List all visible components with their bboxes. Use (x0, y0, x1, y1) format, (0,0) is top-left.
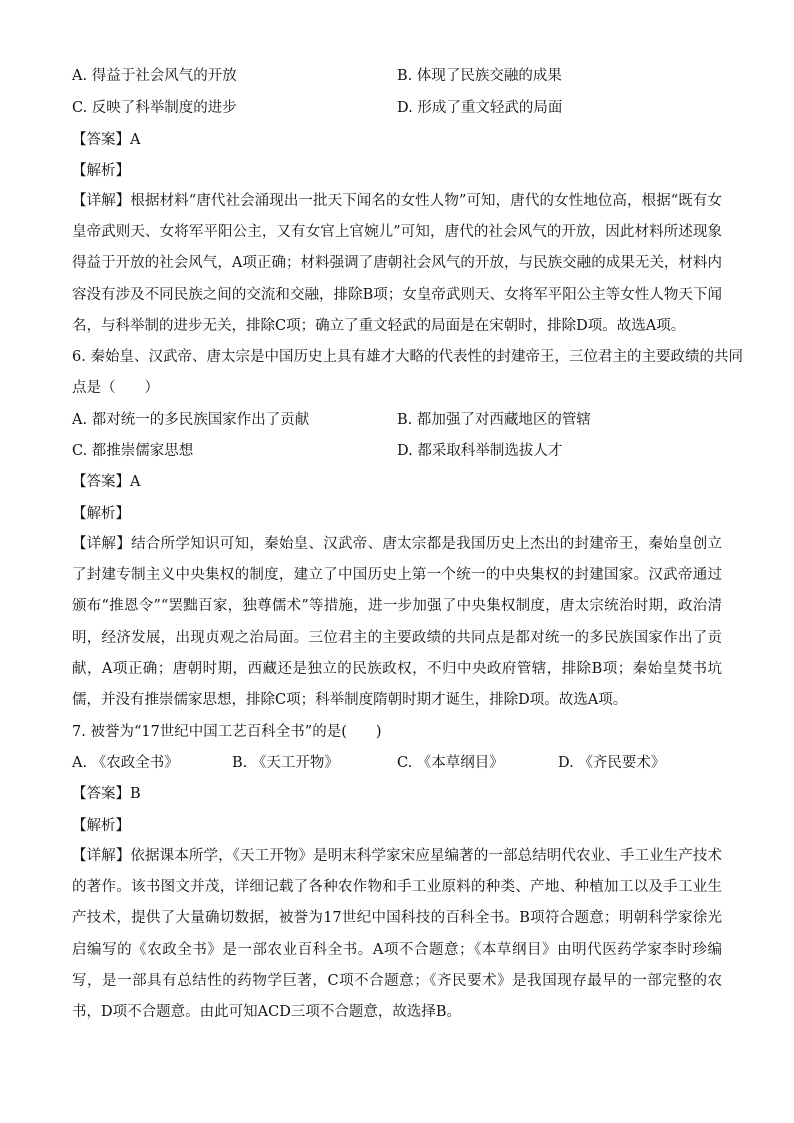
q6-option-b: B. 都加强了对西藏地区的管辖 (397, 412, 591, 428)
q7-analysis-label: 【解析】 (72, 818, 130, 834)
q5-option-c: C. 反映了科举制度的进步 (72, 100, 237, 116)
q5-answer: 【答案】A (72, 132, 141, 148)
q6-answer: 【答案】A (72, 474, 141, 490)
q5-detail: 【详解】根据材料“唐代社会涌现出一批天下闻名的女性人物”可知，唐代的女性地位高，根据“既有女皇帝武则天、女将军平阳公主，又有女官上官婉儿”可知，唐代的社会风气的开放，因此材料所述现象得益于开放的社会风气，A项正确；材料强调了唐朝社会风气的开放，与民族交融的成果无关，材料内容没有涉及不同民族之间的交流和交融，排除B项；女皇帝武则天、女将军平阳公主等女性人物天下闻名，与科举制的进步无关，排除C项；确立了重文轻武的局面是在宋朝时，排除D项。故选A项。 (72, 193, 722, 334)
q7-option-c: C. 《本草纲目》 (397, 755, 504, 771)
q6-stem-line1: 6. 秦始皇、汉武帝、唐太宗是中国历史上具有雄才大略的代表性的封建帝王，三位君主的主要政绩的共同 (72, 349, 743, 365)
q5-analysis-label: 【解析】 (72, 163, 130, 179)
q7-option-a: A. 《农政全书》 (72, 755, 179, 771)
q5-option-a: A. 得益于社会风气的开放 (72, 68, 237, 84)
q6-stem-line2: 点是（ ） (72, 380, 159, 396)
q6-detail: 【详解】结合所学知识可知，秦始皇、汉武帝、唐太宗都是我国历史上杰出的封建帝王，秦始皇创立了封建专制主义中央集权的制度，建立了中国历史上第一个统一的中央集权的封建国家。汉武帝通过颁布“推恩令”“罢黜百家，独尊儒术”等措施，进一步加强了中央集权制度，唐太宗统治时期，政治清明，经济发展，出现贞观之治局面。三位君主的主要政绩的共同点是都对统一的多民族国家作出了贡献，A项正确；唐朝时期，西藏还是独立的民族政权，不归中央政府管辖，排除B项；秦始皇焚书坑儒，并没有推崇儒家思想，排除C项；科举制度隋朝时期才诞生，排除D项。故选A项。 (72, 536, 722, 709)
q6-option-c: C. 都推崇儒家思想 (72, 443, 194, 459)
q7-stem: 7. 被誉为“17世纪中国工艺百科全书”的是( ) (72, 724, 382, 740)
q5-option-b: B. 体现了民族交融的成果 (397, 68, 562, 84)
q7-option-b: B. 《天工开物》 (232, 755, 339, 771)
q7-answer: 【答案】B (72, 786, 141, 802)
q6-option-d: D. 都采取科举制选拔人才 (397, 443, 563, 459)
q7-option-d: D. 《齐民要术》 (558, 755, 666, 771)
q7-detail: 【详解】依据课本所学，《天工开物》是明末科学家宋应星编著的一部总结明代农业、手工业生产技术的著作。该书图文并茂，详细记载了各种农作物和手工业原料的种类、产地、种植加工以及手工业生产技术，提供了大量确切数据，被誉为17世纪中国科技的百科全书。B项符合题意；明朝科学家徐光启编写的《农政全书》是一部农业百科全书。A项不合题意；《本草纲目》由明代医药学家李时珍编写，是一部具有总结性的药物学巨著，C项不合题意；《齐民要术》是我国现存最早的一部完整的农书，D项不合题意。由此可知ACD三项不合题意，故选择B。 (72, 848, 722, 1021)
q6-option-a: A. 都对统一的多民族国家作出了贡献 (72, 412, 310, 428)
q5-option-d: D. 形成了重文轻武的局面 (397, 100, 563, 116)
q6-analysis-label: 【解析】 (72, 506, 130, 522)
